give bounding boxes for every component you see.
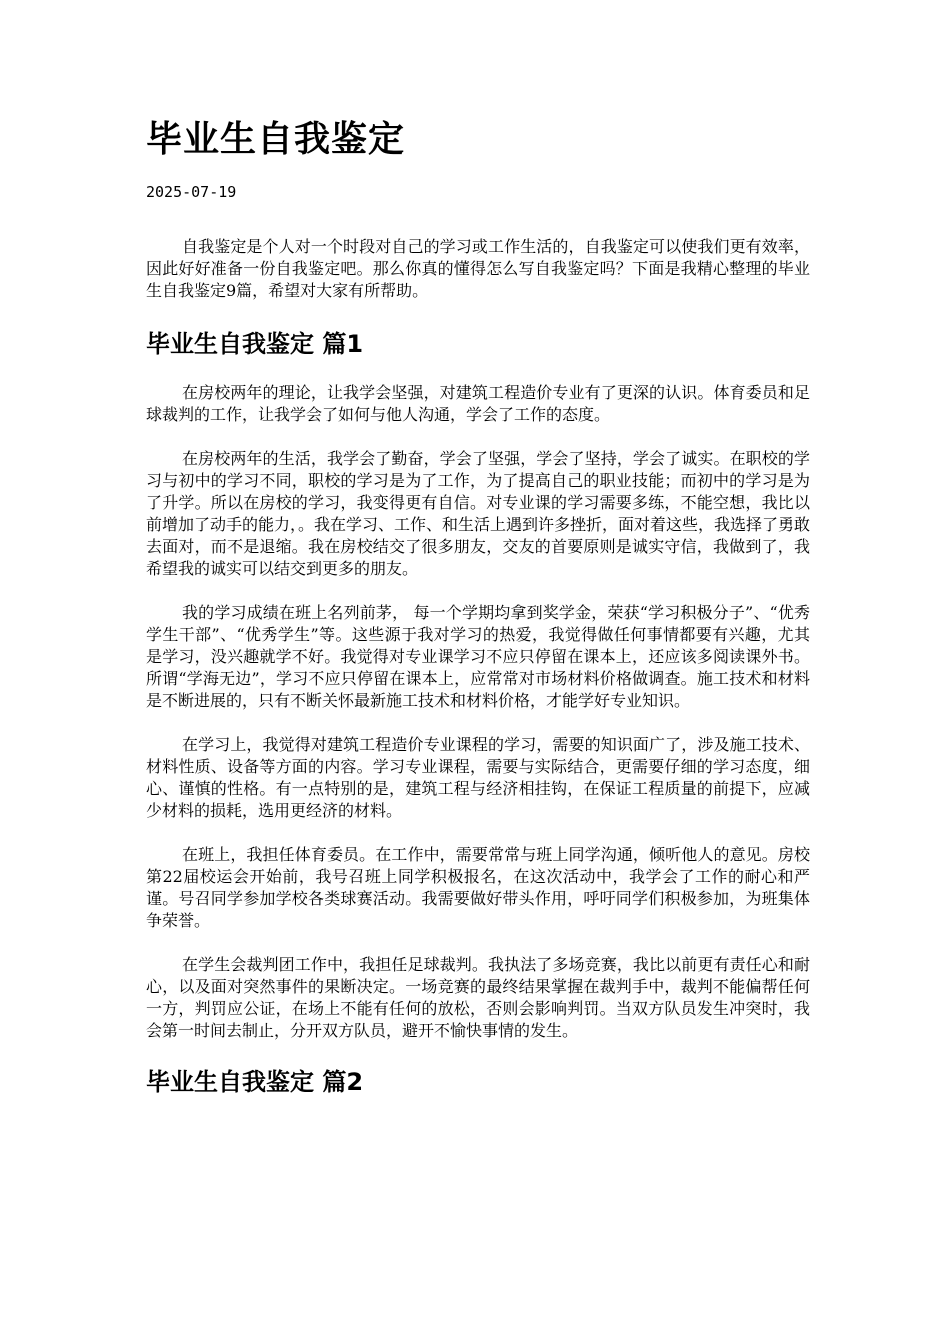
body-paragraph: 在班上，我担任体育委员。在工作中，需要常常与班上同学沟通，倾听他人的意见。房校第22届校运会开始前，我号召班上同学积极报名，在这次活动中，我学会了工作的耐心和严谨。号召同学参加学校各类球赛活动。我需要做好带头作用，呼吁同学们积极参加，为班集体争荣誉。 xyxy=(146,845,810,930)
body-paragraph: 在房校两年的生活，我学会了勤奋，学会了坚强，学会了坚持，学会了诚实。在职校的学习与初中的学习不同，职校的学习是为了工作，为了提高自己的职业技能；而初中的学习是为了升学。所以在房校的学习，我变得更有自信。对专业课的学习需要多练，不能空想，我比以前增加了动手的能力，。我在学习、工作、和生活上遇到许多挫折，面对着这些，我选择了勇敢去面对，而不是退缩。我在房校结交了很多朋友，交友的首要原则是诚实守信，我做到了，我希望我的诚实可以结交到更多的朋友。 xyxy=(146,449,811,578)
body-paragraph: 我的学习成绩在班上名列前茅， 每一个学期均拿到奖学金，荣获“学习积极分子”、“优秀学生干部”、“优秀学生”等。这些源于我对学习的热爱，我觉得做任何事情都要有兴趣，尤其是学习，没兴趣就学不好。我觉得对专业课学习不应只停留在课本上，还应该多阅读课外书。所谓“学海无边”，学习不应只停留在课本上，应常常对市场材料价格做调查。施工技术和材料是不断进展的，只有不断关怀最新施工技术和材料价格，才能学好专业知识。 xyxy=(146,603,810,710)
section-title-1: 毕业生自我鉴定 篇1 xyxy=(146,330,364,358)
body-paragraph: 在学生会裁判团工作中，我担任足球裁判。我执法了多场竞赛，我比以前更有责任心和耐心，以及面对突然事件的果断决定。一场竞赛的最终结果掌握在裁判手中，裁判不能偏帮任何一方，判罚应公证，在场上不能有任何的放松，否则会影响判罚。当双方队员发生冲突时，我会第一时间去制止，分开双方队员，避开不愉快事情的发生。 xyxy=(146,955,810,1040)
section-body-1 xyxy=(146,382,810,1042)
intro-section xyxy=(146,236,810,302)
section-title-2: 毕业生自我鉴定 篇2 xyxy=(146,1068,364,1096)
publish-date: 2025-07-19 xyxy=(146,183,237,201)
intro-paragraph: 自我鉴定是个人对一个时段对自己的学习或工作生活的，自我鉴定可以使我们更有效率，因此好好准备一份自我鉴定吧。那么你真的懂得怎么写自我鉴定吗？下面是我精心整理的毕业生自我鉴定9篇，希望对大家有所帮助。 xyxy=(146,237,810,300)
body-paragraph: 在房校两年的理论，让我学会坚强，对建筑工程造价专业有了更深的认识。体育委员和足球裁判的工作，让我学会了如何与他人沟通，学会了工作的态度。 xyxy=(146,383,810,424)
document-page xyxy=(146,116,810,1098)
document-title: 毕业生自我鉴定 xyxy=(146,119,406,160)
body-paragraph: 在学习上，我觉得对建筑工程造价专业课程的学习，需要的知识面广了，涉及施工技术、材料性质、设备等方面的内容。学习专业课程，需要与实际结合，更需要仔细的学习态度，细心、谨慎的性格。有一点特别的是，建筑工程与经济相挂钩，在保证工程质量的前提下，应减少材料的损耗，选用更经济的材料。 xyxy=(146,735,810,820)
